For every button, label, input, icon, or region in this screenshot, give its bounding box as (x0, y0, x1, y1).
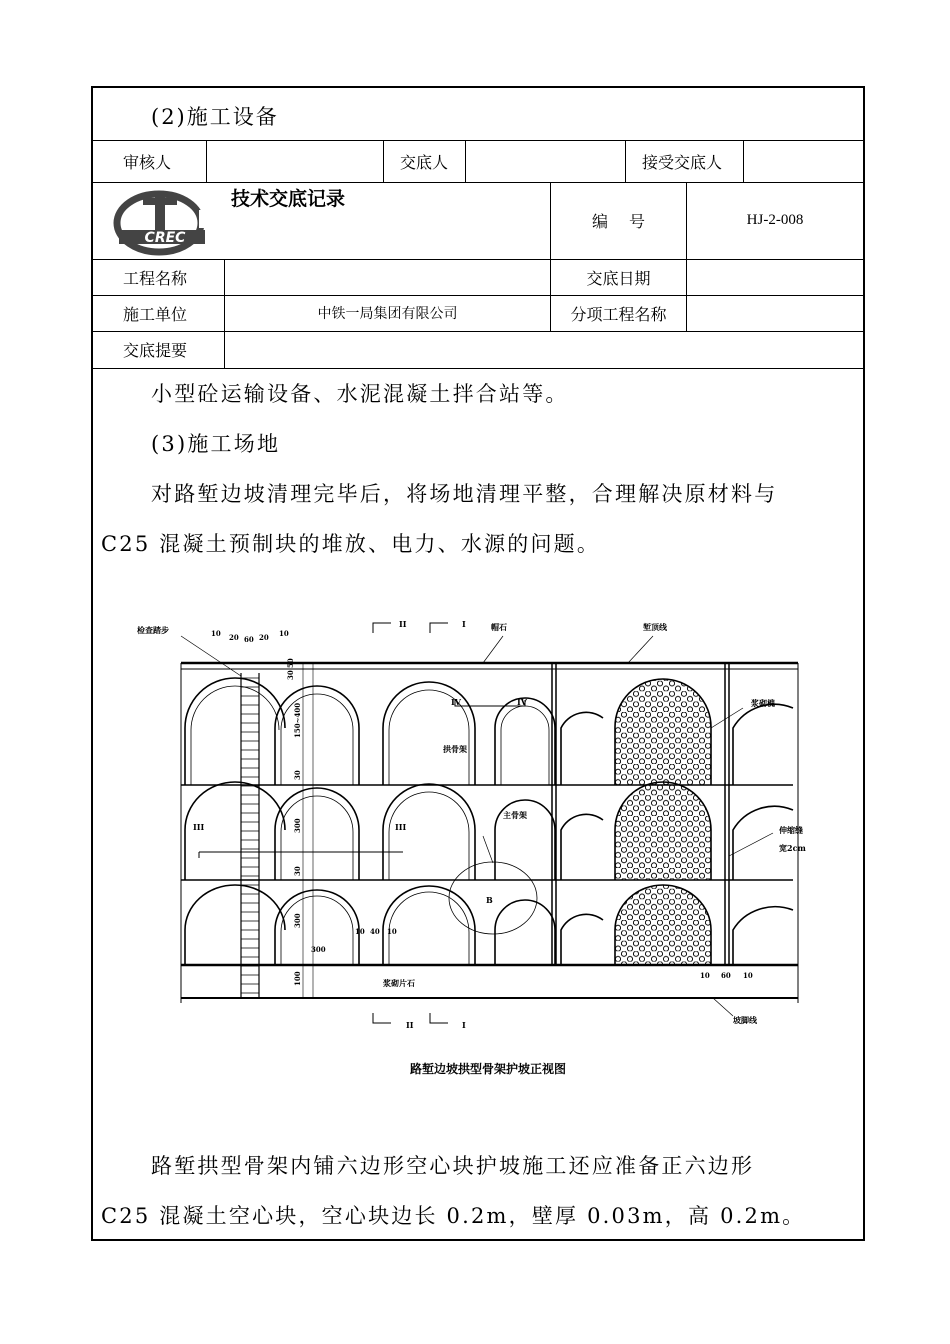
section-equipment-heading: (2)施工设备 (151, 105, 279, 129)
paragraph-equipment-list: 小型砼运输设备、水泥混凝土拌合站等。 (151, 382, 569, 406)
document-page (91, 86, 865, 1241)
slope-arch-frame-diagram (93, 88, 863, 1030)
dim-h-300: 300 (311, 945, 326, 954)
label-top-line: 堑顶线 (643, 622, 667, 632)
dim-arch-10a: 10 (355, 927, 365, 936)
reviewer-label: 审核人 (123, 152, 172, 172)
label-sec-IV-left: IV (451, 697, 461, 707)
dim-arch-40: 40 (370, 927, 380, 936)
number-value: HJ-2-008 (746, 212, 804, 228)
dim-v-30: 30 (286, 670, 295, 680)
dim-top-10b: 10 (279, 629, 289, 638)
label-sec-I-top: I (462, 619, 466, 629)
paragraph-hex-block-line1: 路堑拱型骨架内铺六边形空心块护坡施工还应准备正六边形 (151, 1154, 755, 1178)
document-title: 技术交底记录 (231, 188, 346, 210)
date-label: 交底日期 (586, 268, 651, 288)
dim-v-50: 50 (286, 658, 295, 668)
label-sec-IV-right: IV (517, 697, 527, 707)
dim-top-20a: 20 (229, 633, 239, 642)
dim-right-10a: 10 (700, 971, 710, 980)
label-base-stone: 浆砌片石 (383, 978, 415, 988)
label-toe-line: 坡脚线 (733, 1015, 757, 1025)
project-name-label: 工程名称 (123, 268, 188, 288)
label-sec-III-left: III (193, 822, 205, 832)
dim-right-10b: 10 (743, 971, 753, 980)
presenter-label: 交底人 (400, 152, 449, 172)
dim-top-60: 60 (244, 635, 254, 644)
dim-v-150-400: 150~400 (293, 702, 302, 738)
unit-value: 中铁一局集团有限公司 (317, 307, 458, 322)
dim-top-10a: 10 (211, 629, 221, 638)
label-arch-frame: 拱骨架 (443, 744, 467, 754)
label-expansion-joint: 伸缩缝 (779, 825, 803, 835)
dim-arch-10b: 10 (387, 927, 397, 936)
dim-v-100: 100 (293, 971, 302, 986)
dim-v-30b: 30 (293, 770, 302, 780)
label-inspection-steps: 检查踏步 (137, 625, 169, 635)
receiver-label: 接受交底人 (642, 152, 723, 172)
number-label: 编 号 (591, 212, 646, 231)
figure-caption: 路堑边坡拱型骨架护坡正视图 (409, 1062, 566, 1076)
subproject-label: 分项工程名称 (570, 304, 667, 324)
paragraph-hex-block-line2: C25 混凝土空心块，空心块边长 0.2m，壁厚 0.03m，高 0.2m。 (101, 1204, 806, 1228)
paragraph-site-line2: C25 混凝土预制块的堆放、电力、水源的问题。 (101, 532, 601, 556)
paragraph-site-line1: 对路堑边坡清理完毕后，将场地清理平整，合理解决原材料与 (151, 482, 778, 506)
label-planting: 浆砌槐 (751, 698, 775, 708)
label-detail-B: B (486, 895, 493, 905)
dim-top-20b: 20 (259, 633, 269, 642)
label-sec-III-right: III (395, 822, 407, 832)
unit-label: 施工单位 (123, 304, 188, 324)
dim-right-60: 60 (721, 971, 731, 980)
label-cap-stone: 帽石 (491, 622, 507, 632)
label-sec-II-top: II (399, 619, 407, 629)
dim-v-300a: 300 (293, 818, 302, 833)
label-sec-I-bottom: I (462, 1020, 466, 1030)
dim-v-30c: 30 (293, 866, 302, 876)
dim-v-300b: 300 (293, 913, 302, 928)
label-sec-II-bottom: II (406, 1020, 414, 1030)
label-main-frame: 主骨架 (503, 810, 527, 820)
summary-label: 交底提要 (123, 341, 188, 360)
logo-text: CREC (144, 230, 186, 246)
paragraph-site-heading: (3)施工场地 (151, 432, 281, 456)
label-joint-width: 宽2cm (779, 843, 806, 853)
